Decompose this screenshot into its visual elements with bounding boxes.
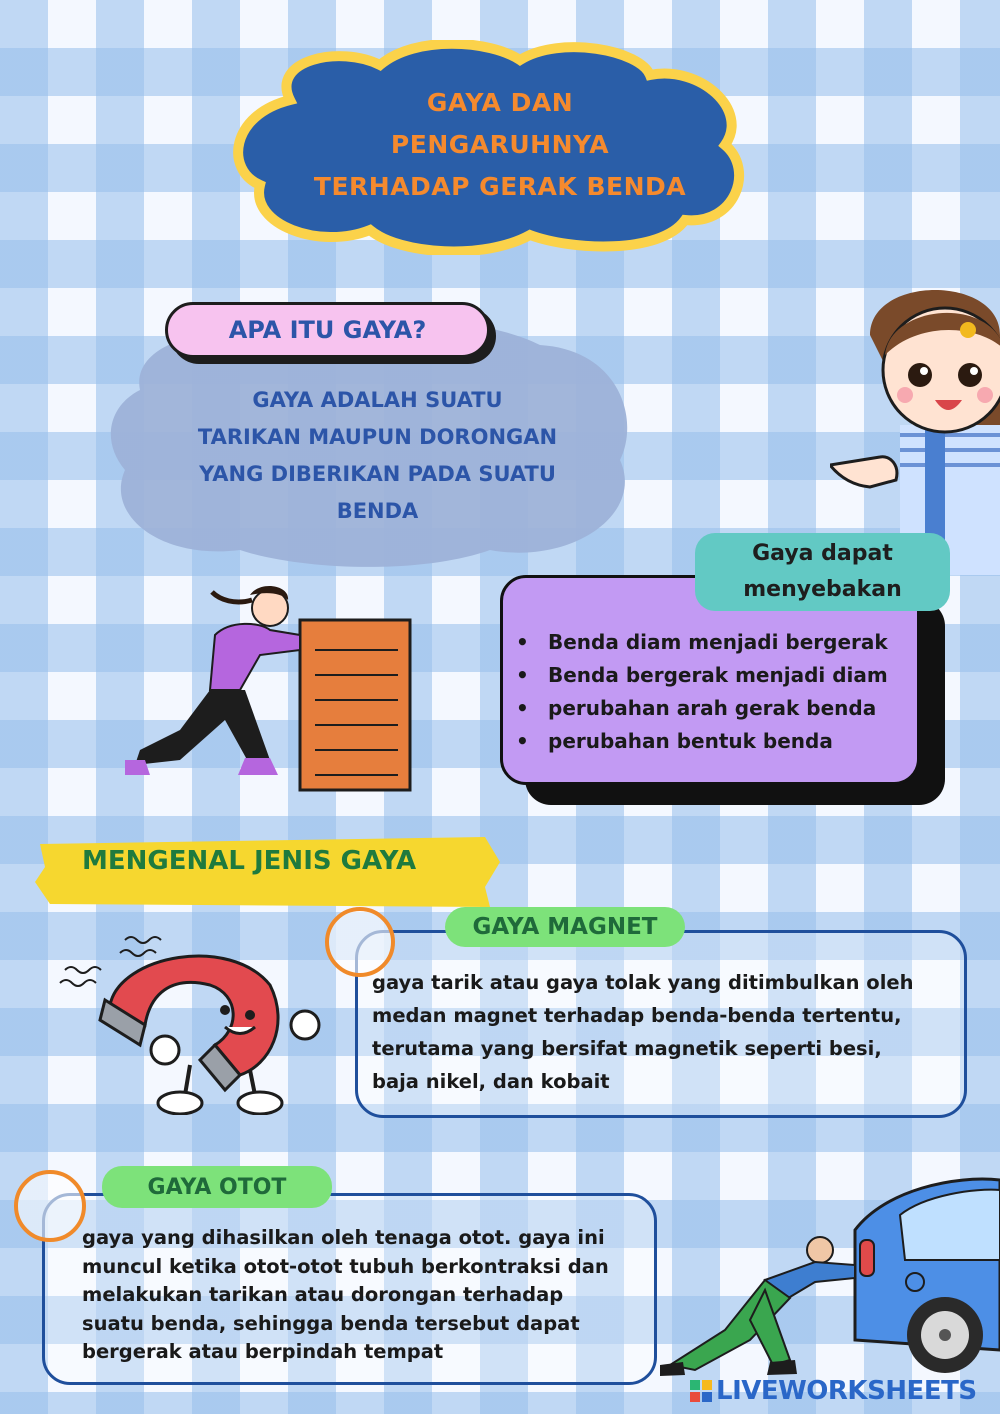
effects-list <box>512 626 917 758</box>
man-pushing-car-illustration <box>655 1170 1000 1380</box>
magnet-description <box>372 966 962 1098</box>
otot-circle-decor <box>14 1170 86 1242</box>
logo-text: LIVEWORKSHEETS <box>716 1376 977 1406</box>
effects-tag <box>695 533 950 611</box>
title-line: GAYA DAN <box>426 88 574 117</box>
magnet-text-line: terutama yang bersifat magnetik seperti besi, <box>372 1037 882 1060</box>
magnet-text-line: medan magnet terhadap benda-benda tertentu, <box>372 1004 902 1027</box>
otot-text-line: suatu benda, sehingga benda tersebut dapat <box>82 1311 580 1335</box>
otot-text-line: muncul ketika otot-otot tubuh berkontraksi dan <box>82 1254 609 1278</box>
list-item: • Benda diam menjadi bergerak <box>512 626 917 659</box>
list-item: • perubahan arah gerak benda <box>512 692 917 725</box>
definition-line: GAYA ADALAH SUATU <box>252 388 503 412</box>
pointing-girl-illustration <box>830 275 1000 575</box>
gaya-magnet-label: GAYA MAGNET <box>445 907 685 947</box>
gaya-otot-label: GAYA OTOT <box>102 1166 332 1208</box>
definition-line: YANG DIBERIKAN PADA SUATU <box>199 462 556 486</box>
list-item: • perubahan bentuk benda <box>512 725 917 758</box>
definition-line: TARIKAN MAUPUN DORONGAN <box>197 425 558 449</box>
effects-tag-line: Gaya dapat <box>752 541 893 566</box>
title-line: PENGARUHNYA <box>390 130 610 159</box>
otot-text-line: bergerak atau berpindah tempat <box>82 1340 444 1363</box>
magnet-text-line: gaya tarik atau gaya tolak yang ditimbulkan oleh <box>372 971 914 994</box>
gaya-definition <box>150 382 605 530</box>
otot-text-line: gaya yang dihasilkan oleh tenaga otot. gaya ini <box>82 1226 605 1249</box>
magnet-text-line: baja nikel, dan kobait <box>372 1070 610 1093</box>
otot-text-line: melakukan tarikan atau dorongan terhadap <box>82 1283 564 1306</box>
pushing-girl-illustration <box>120 580 420 795</box>
magnet-character-illustration <box>50 915 340 1115</box>
apa-itu-gaya-heading: APA ITU GAYA? <box>165 302 490 358</box>
effects-tag-line: menyebakan <box>743 577 902 602</box>
liveworksheets-logo[interactable] <box>690 1376 977 1406</box>
list-item: • Benda bergerak menjadi diam <box>512 659 917 692</box>
liveworksheets-logo-icon <box>690 1380 712 1402</box>
otot-description <box>82 1224 652 1367</box>
jenis-gaya-heading: MENGENAL JENIS GAYA <box>82 846 417 876</box>
page-title <box>260 82 740 208</box>
title-line: TERHADAP GERAK BENDA <box>313 172 687 201</box>
definition-line: BENDA <box>336 499 419 523</box>
